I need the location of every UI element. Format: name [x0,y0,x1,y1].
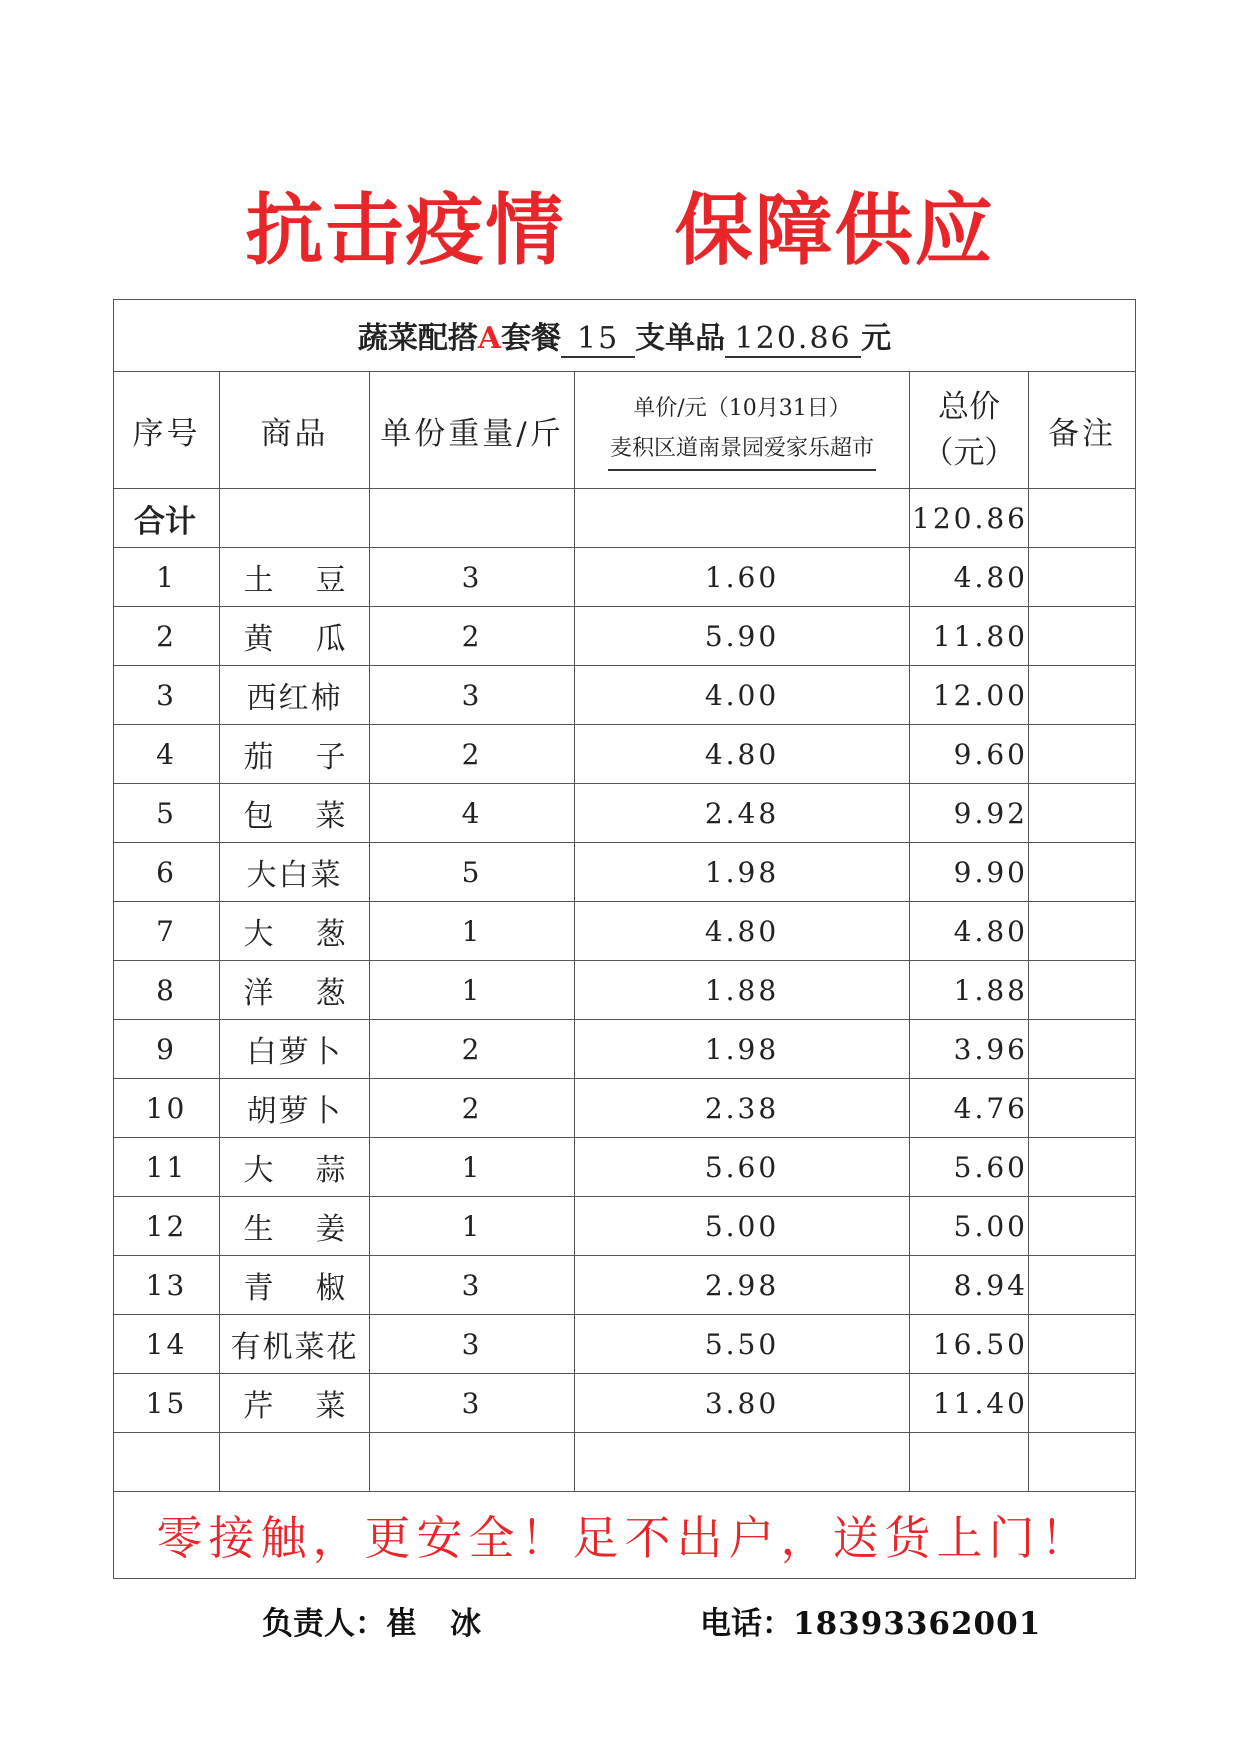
empty-row [114,1433,1136,1492]
item-index: 4 [114,725,220,784]
item-index: 11 [114,1138,220,1197]
item-unit-price: 5.50 [575,1315,910,1374]
item-total-price: 9.90 [910,843,1029,902]
item-name [220,1374,370,1433]
item-index: 9 [114,1020,220,1079]
item-total-price: 8.94 [910,1256,1029,1315]
table-row [114,843,1136,902]
manager-info [262,1598,482,1643]
item-note [1029,548,1136,607]
item-index: 6 [114,843,220,902]
item-total-price: 3.96 [910,1020,1029,1079]
item-note [1029,1197,1136,1256]
table-row [114,1079,1136,1138]
item-unit-price: 1.60 [575,548,910,607]
item-total-price: 1.88 [910,961,1029,1020]
item-unit-price: 4.00 [575,666,910,725]
item-unit-price: 1.98 [575,843,910,902]
item-name [220,961,370,1020]
item-name-part: 豆 [315,563,346,598]
item-name [220,1256,370,1315]
summary-label: 合计 [114,489,220,548]
col-price-header-store: 麦积区道南景园爱家乐超市 [608,429,876,471]
summary-note-cell [1029,489,1136,548]
empty-cell [370,1433,575,1492]
item-note [1029,666,1136,725]
package-currency: 元 [861,321,892,356]
item-total-price: 4.80 [910,902,1029,961]
item-name-part: 姜 [315,1212,346,1247]
item-note [1029,1079,1136,1138]
item-note [1029,607,1136,666]
item-total-price: 11.80 [910,607,1029,666]
summary-empty-cell [220,489,370,548]
item-name: 大白菜 [220,843,370,902]
item-index: 3 [114,666,220,725]
slogan-row [114,1492,1136,1579]
table-row [114,1374,1136,1433]
phone-number: 18393362001 [793,1606,1042,1642]
item-unit-price: 1.88 [575,961,910,1020]
manager-name: 崔 冰 [386,1606,482,1642]
summary-empty-cell [575,489,910,548]
package-price: 120.86 [725,321,861,358]
item-weight: 1 [370,1197,575,1256]
item-unit-price: 2.48 [575,784,910,843]
item-name [220,607,370,666]
item-name-part: 芹 [243,1389,274,1424]
item-unit-price: 2.98 [575,1256,910,1315]
col-price-header-line1: 单价/元（10月31日） [633,396,851,421]
item-note [1029,902,1136,961]
item-name-part: 青 [243,1271,274,1306]
table-row [114,548,1136,607]
col-item-header: 商品 [220,372,370,489]
item-name-part: 瓜 [315,622,346,657]
item-name [220,548,370,607]
item-weight: 3 [370,1315,575,1374]
item-name-part: 大 [243,917,274,952]
item-note [1029,843,1136,902]
item-index: 8 [114,961,220,1020]
item-note [1029,725,1136,784]
phone-label: 电话： [700,1606,793,1642]
empty-cell [114,1433,220,1492]
item-total-price: 9.92 [910,784,1029,843]
package-letter: A [477,321,502,356]
item-unit-price: 2.38 [575,1079,910,1138]
empty-cell [910,1433,1029,1492]
item-name-part: 葱 [315,976,346,1011]
table-row [114,725,1136,784]
table-row [114,902,1136,961]
item-name-part: 椒 [315,1271,346,1306]
package-set-label: 套餐 [501,321,562,356]
item-note [1029,1138,1136,1197]
package-count-unit: 支单品 [635,321,726,356]
item-name [220,725,370,784]
col-total-header-line2: （元） [922,435,1016,471]
empty-cell [575,1433,910,1492]
item-name-part: 生 [243,1212,274,1247]
item-weight: 1 [370,902,575,961]
item-name: 西红柿 [220,666,370,725]
item-weight: 2 [370,1020,575,1079]
item-name [220,1197,370,1256]
item-unit-price: 4.80 [575,902,910,961]
col-note-header: 备注 [1029,372,1136,489]
item-index: 12 [114,1197,220,1256]
item-name-part: 茄 [243,740,274,775]
item-index: 7 [114,902,220,961]
item-weight: 1 [370,961,575,1020]
item-index: 13 [114,1256,220,1315]
item-name-part: 葱 [315,917,346,952]
item-name-part: 洋 [243,976,274,1011]
item-weight: 5 [370,843,575,902]
col-weight-header: 单份重量/斤 [370,372,575,489]
summary-empty-cell [370,489,575,548]
page-headline: 抗击疫情 保障供应 [245,185,995,276]
package-count: 15 [561,321,635,358]
item-name-part: 菜 [315,1389,346,1424]
item-weight: 1 [370,1138,575,1197]
item-note [1029,784,1136,843]
item-total-price: 9.60 [910,725,1029,784]
item-total-price: 11.40 [910,1374,1029,1433]
item-name: 白萝卜 [220,1020,370,1079]
package-prefix: 蔬菜配搭 [357,321,478,356]
item-name [220,1138,370,1197]
item-total-price: 4.80 [910,548,1029,607]
item-name: 有机菜花 [220,1315,370,1374]
col-total-header [910,372,1029,489]
item-total-price: 4.76 [910,1079,1029,1138]
col-index-header: 序号 [114,372,220,489]
item-name-part: 大 [243,1153,274,1188]
item-name-part: 子 [315,740,346,775]
slogan: 零接触，更安全！足不出户，送货上门！ [114,1492,1136,1579]
item-total-price: 16.50 [910,1315,1029,1374]
item-index: 10 [114,1079,220,1138]
item-weight: 2 [370,607,575,666]
summary-total: 120.86 [910,489,1029,548]
item-note [1029,1374,1136,1433]
item-weight: 4 [370,784,575,843]
item-note [1029,1315,1136,1374]
item-note [1029,1256,1136,1315]
table-row [114,784,1136,843]
item-unit-price: 3.80 [575,1374,910,1433]
table-row [114,1256,1136,1315]
item-note [1029,1020,1136,1079]
item-weight: 3 [370,548,575,607]
vegetable-package-table [113,299,1136,1579]
item-name-part: 包 [243,799,274,834]
manager-label: 负责人： [262,1606,386,1642]
item-weight: 2 [370,1079,575,1138]
package-title [114,300,1136,372]
item-weight: 3 [370,1374,575,1433]
item-name-part: 蒜 [315,1153,346,1188]
table-row [114,666,1136,725]
item-name-part: 土 [243,563,274,598]
empty-cell [220,1433,370,1492]
item-index: 2 [114,607,220,666]
item-name [220,784,370,843]
item-note [1029,961,1136,1020]
item-name-part: 黄 [243,622,274,657]
item-unit-price: 5.60 [575,1138,910,1197]
column-header-row [114,372,1136,489]
summary-row [114,489,1136,548]
item-unit-price: 4.80 [575,725,910,784]
table-row [114,961,1136,1020]
phone-info [700,1598,1041,1643]
item-index: 5 [114,784,220,843]
item-unit-price: 5.00 [575,1197,910,1256]
item-index: 14 [114,1315,220,1374]
item-index: 15 [114,1374,220,1433]
item-name [220,902,370,961]
item-weight: 3 [370,666,575,725]
table-row [114,607,1136,666]
table-row [114,1197,1136,1256]
col-price-header [575,372,910,489]
table-row [114,1315,1136,1374]
item-unit-price: 1.98 [575,1020,910,1079]
item-total-price: 5.60 [910,1138,1029,1197]
col-total-header-line1: 总价 [938,389,1000,425]
item-index: 1 [114,548,220,607]
empty-cell [1029,1433,1136,1492]
table-row [114,1138,1136,1197]
item-unit-price: 5.90 [575,607,910,666]
item-total-price: 12.00 [910,666,1029,725]
item-weight: 3 [370,1256,575,1315]
table-row [114,1020,1136,1079]
item-name: 胡萝卜 [220,1079,370,1138]
item-total-price: 5.00 [910,1197,1029,1256]
item-weight: 2 [370,725,575,784]
item-name-part: 菜 [315,799,346,834]
package-title-row [114,300,1136,372]
